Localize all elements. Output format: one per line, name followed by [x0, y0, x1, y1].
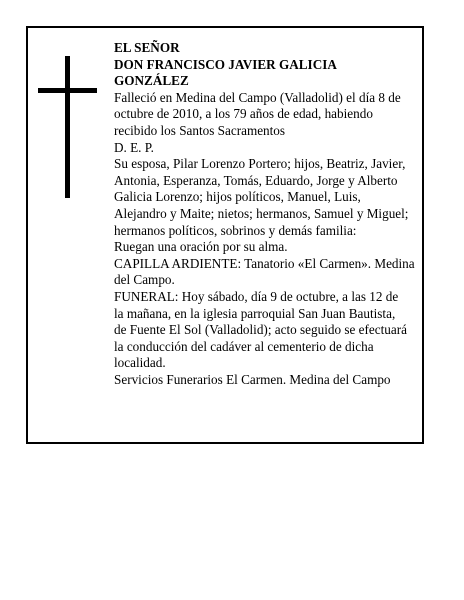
heading-line-title: EL SEÑOR	[114, 40, 180, 55]
body-line: recibido los Santos Sacramentos	[114, 122, 286, 138]
funeral-line: de Fuente El Sol (Valladolid); acto seguido se efectuará	[114, 322, 407, 338]
funeral-line: localidad.	[114, 355, 166, 371]
body-line: Falleció en Medina del Campo (Valladolid) el día 8 de	[114, 89, 401, 105]
chapel-line: del Campo.	[114, 272, 175, 288]
funeral-line: FUNERAL: Hoy sábado, día 9 de octubre, a las 12 de	[114, 288, 399, 304]
obituary-text	[114, 40, 434, 388]
funeral-line: la mañana, en la iglesia parroquial San Juan Bautista,	[114, 305, 396, 321]
body-line: Su esposa, Pilar Lorenzo Portero; hijos, Beatriz, Javier,	[114, 156, 406, 172]
body-line: hermanos políticos, sobrinos y demás familia:	[114, 222, 357, 238]
funeral-services-line: Servicios Funerarios El Carmen. Medina del Campo	[114, 371, 391, 387]
heading-line-surname: GONZÁLEZ	[114, 73, 189, 89]
body-line: Antonia, Esperanza, Tomás, Eduardo, Jorge y Alberto	[114, 172, 398, 188]
obituary-notice	[26, 26, 424, 444]
chapel-line: CAPILLA ARDIENTE: Tanatorio «El Carmen». Medina	[114, 255, 415, 271]
body-line: Alejandro y Maite; nietos; hermanos, Samuel y Miguel;	[114, 205, 409, 221]
heading-line-name: DON FRANCISCO JAVIER GALICIA	[114, 56, 337, 72]
body-line: octubre de 2010, a los 79 años de edad, habiendo	[114, 106, 373, 122]
rip-line: D. E. P.	[114, 139, 154, 155]
cross-icon	[65, 56, 70, 198]
body-line: Ruegan una oración por su alma.	[114, 239, 288, 255]
body-line: Galicia Lorenzo; hijos políticos, Manuel, Luis,	[114, 189, 361, 205]
cross-icon-crossbar	[38, 88, 97, 93]
funeral-line: la conducción del cadáver al cementerio de dicha	[114, 338, 374, 354]
